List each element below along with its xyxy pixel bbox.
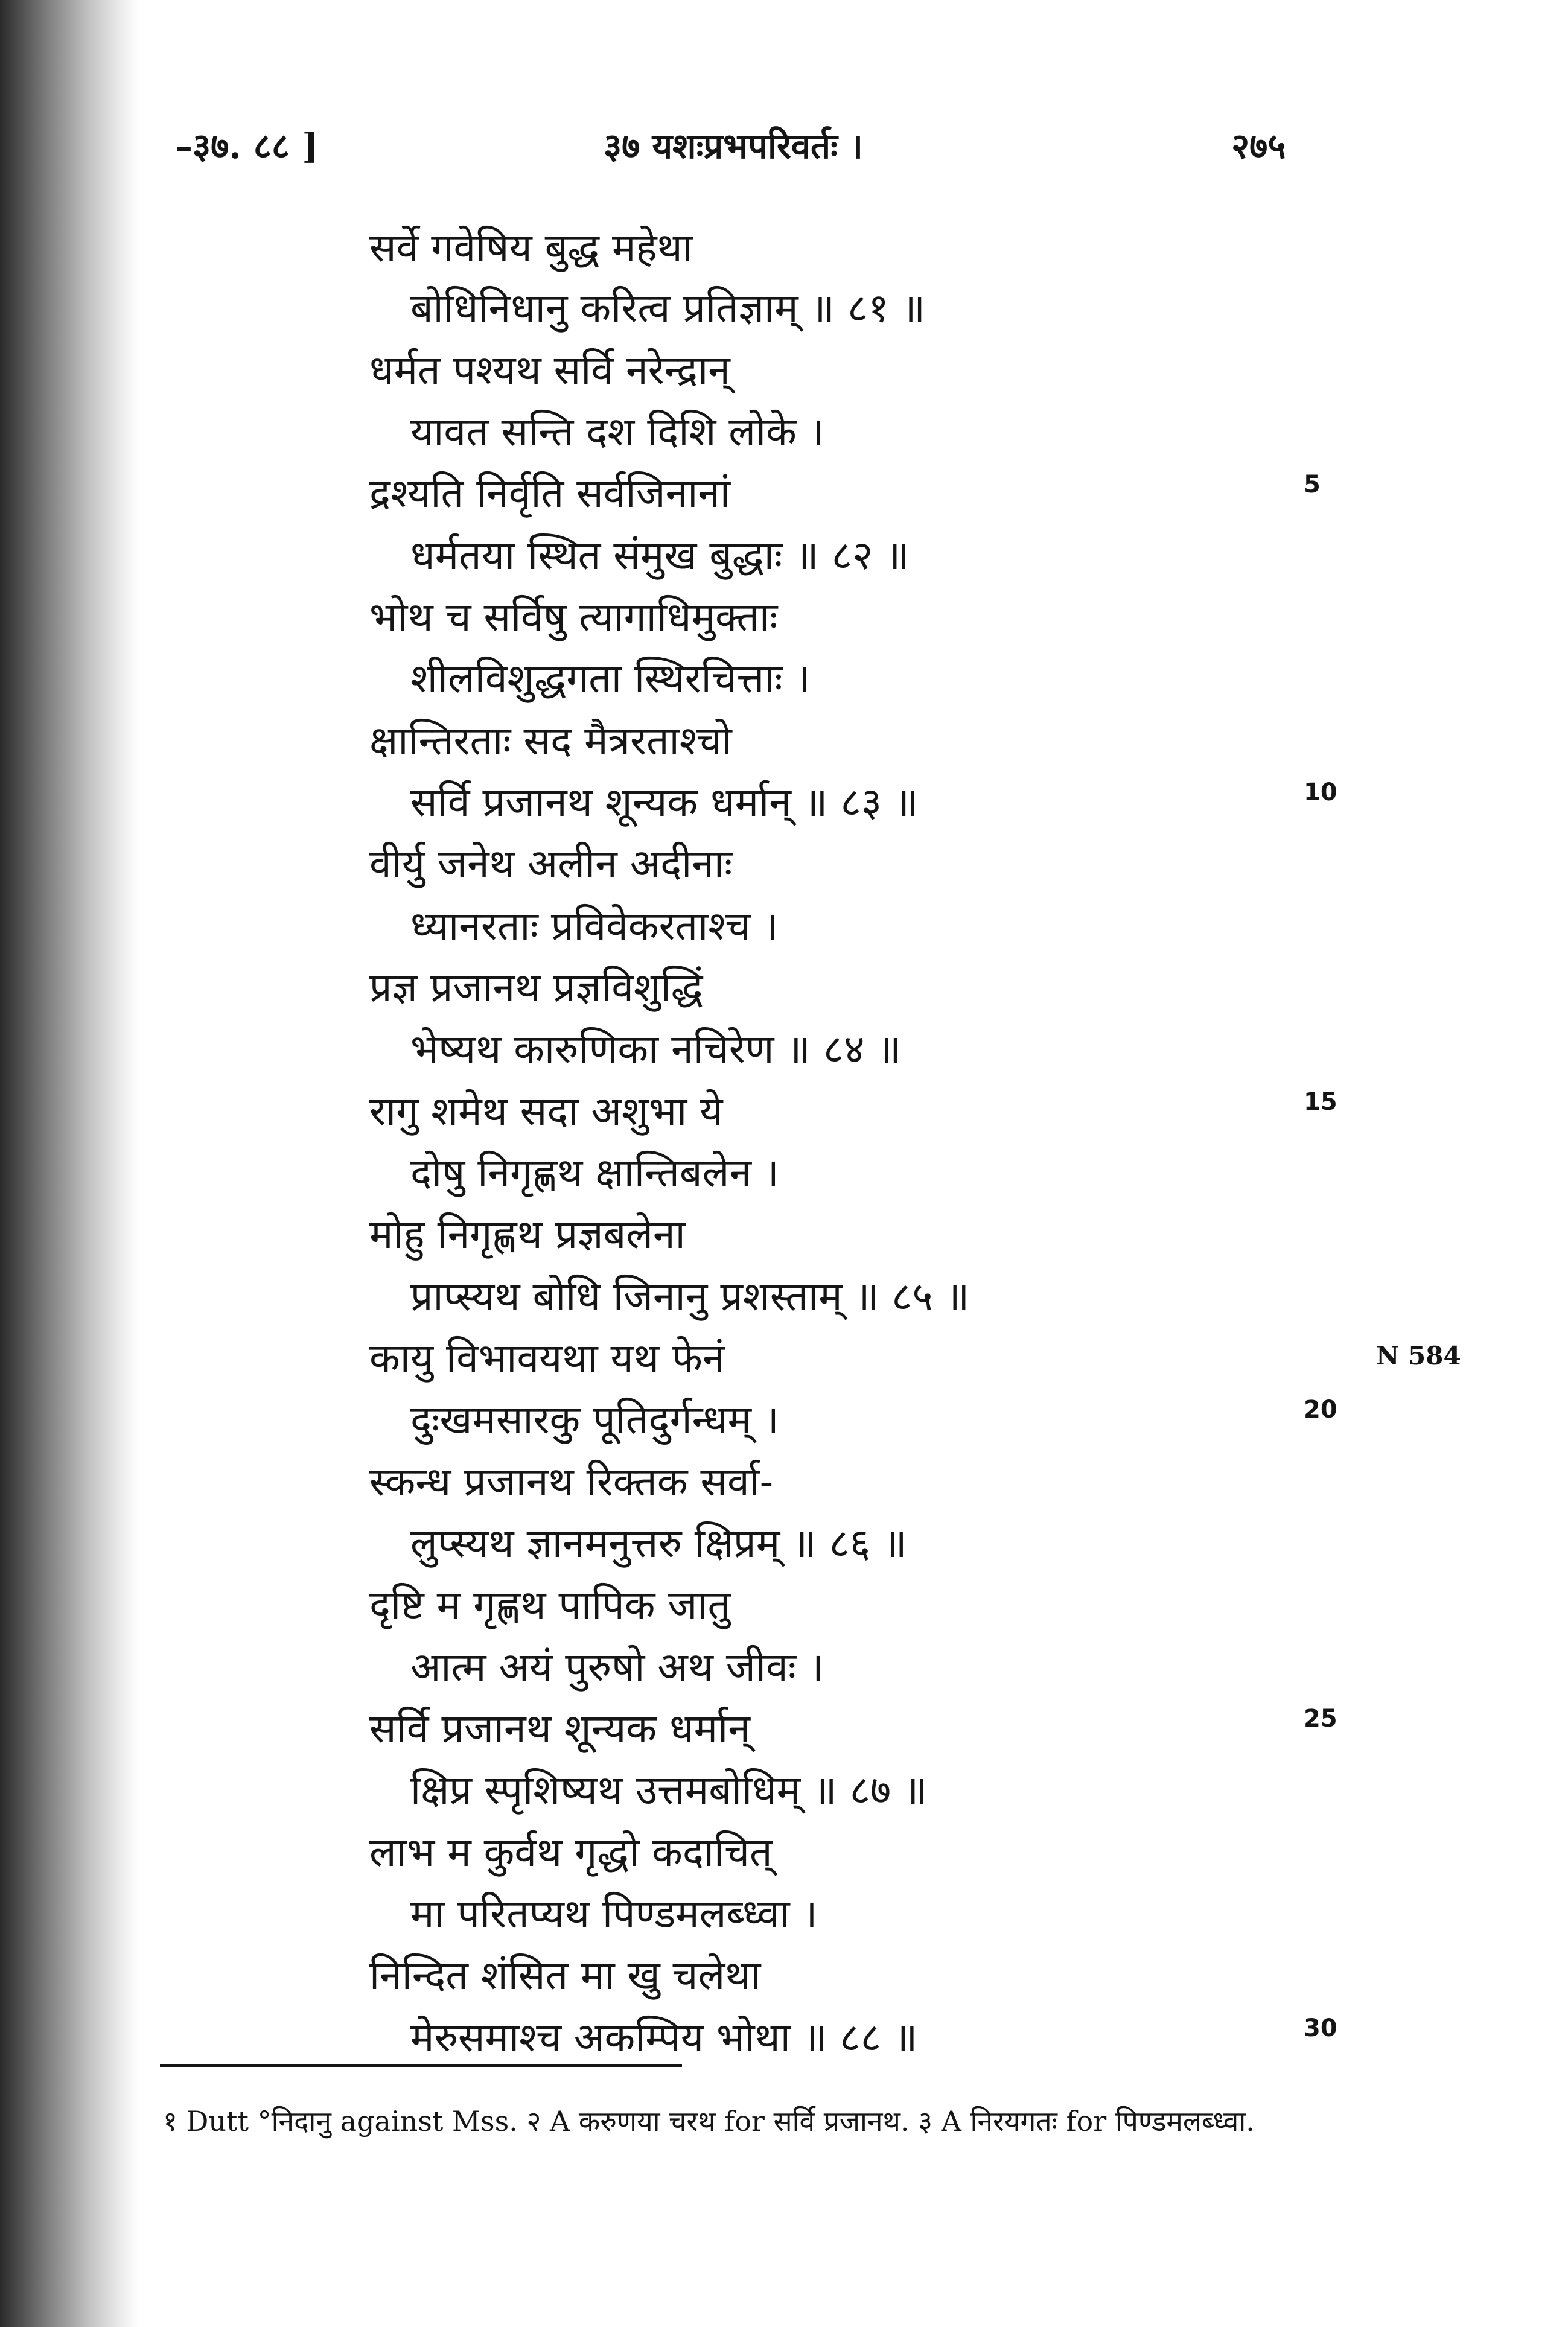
verse-line: स्कन्ध प्रजानथ रिक्तक सर्वा- xyxy=(369,1459,774,1505)
verse-line: दुःखमसारकु पूतिदुर्गन्धम् । xyxy=(410,1396,779,1443)
verse-line: भोथ च सर्विषु त्यागाधिमुक्ताः xyxy=(369,594,778,640)
line-number: 10 xyxy=(1304,778,1337,806)
verse-line: निन्दित शंसित मा खु चलेथा xyxy=(369,1952,761,1999)
line-number: 30 xyxy=(1304,2014,1337,2042)
verse-line: मेरुसमाश्च अकम्पिय भोथा ॥ ८८ ॥ xyxy=(410,2014,918,2061)
verse-line: यावत सन्ति दश दिशि लोके । xyxy=(410,409,824,455)
verse-line: प्रज्ञ प्रजानथ प्रज्ञविशुद्धिं xyxy=(369,964,703,1011)
verse-line: धर्मत पश्यथ सर्वि नरेन्द्रान् xyxy=(369,347,730,393)
line-number: 15 xyxy=(1304,1088,1337,1116)
verse-line: रागु शमेथ सदा अशुभा ये xyxy=(369,1088,723,1135)
verse-line: लुप्स्यथ ज्ञानमनुत्तरु क्षिप्रम् ॥ ८६ ॥ xyxy=(410,1520,907,1567)
verse-line: धर्मतया स्थित संमुख बुद्धाः ॥ ८२ ॥ xyxy=(410,532,910,579)
verse-line: सर्वे गवेषिय बुद्ध महेथा xyxy=(369,224,693,271)
verse-line: बोधिनिधानु करित्व प्रतिज्ञाम् ॥ ८१ ॥ xyxy=(410,285,926,331)
header-page-number: २७५ xyxy=(1231,126,1286,167)
verse-line: लाभ म कुर्वथ गृद्धो कदाचित् xyxy=(369,1829,773,1876)
verse-line: शीलविशुद्धगता स्थिरचित्ताः । xyxy=(410,655,811,702)
line-number: 25 xyxy=(1304,1705,1337,1733)
verse-line: क्षिप्र स्पृशिष्यथ उत्तमबोधिम् ॥ ८७ ॥ xyxy=(410,1767,928,1813)
verse-line: प्राप्स्यथ बोधि जिनानु प्रशस्ताम् ॥ ८५ ॥ xyxy=(410,1273,970,1320)
verse-line: दृष्टि म गृह्णथ पापिक जातु xyxy=(369,1582,731,1628)
header-chapter-title: ३७ यशःप्रभपरिवर्तः । xyxy=(604,126,863,167)
verse-line: सर्वि प्रजानथ शून्यक धर्मान् xyxy=(369,1705,750,1752)
manuscript-page-ref: N 584 xyxy=(1376,1341,1461,1370)
verse-line: सर्वि प्रजानथ शून्यक धर्मान् ॥ ८३ ॥ xyxy=(410,779,919,826)
verse-line: भेष्यथ कारुणिका नचिरेण ॥ ८४ ॥ xyxy=(410,1026,902,1072)
verse-line: कायु विभावयथा यथ फेनं xyxy=(369,1335,725,1381)
verse-line: द्रश्यति निर्वृति सर्वजिनानां xyxy=(369,470,731,517)
verse-line: दोषु निगृह्णथ क्षान्तिबलेन । xyxy=(410,1150,779,1196)
footnote-rule xyxy=(160,2064,682,2067)
footnote-text: १ Dutt °निदानु against Mss. २ A करुणया चरथ for सर्वि प्रजानथ. ३ A निरयगतः for पिण्डमलब्ध्वा. xyxy=(163,2105,1255,2138)
header-verse-ref: –३७. ८८ ] xyxy=(175,126,319,167)
verse-line: मा परितप्यथ पिण्डमलब्ध्वा । xyxy=(410,1891,818,1937)
verse-line: आत्म अयं पुरुषो अथ जीवः । xyxy=(410,1644,824,1690)
verse-line: क्षान्तिरताः सद मैत्ररताश्चो xyxy=(369,718,732,764)
verse-line: वीर्यु जनेथ अलीन अदीनाः xyxy=(369,841,733,887)
verse-line: मोहु निगृह्णथ प्रज्ञबलेना xyxy=(369,1211,686,1258)
line-number: 5 xyxy=(1304,471,1321,498)
verse-line: ध्यानरताः प्रविवेकरताश्च । xyxy=(410,903,779,949)
line-number: 20 xyxy=(1304,1396,1337,1424)
